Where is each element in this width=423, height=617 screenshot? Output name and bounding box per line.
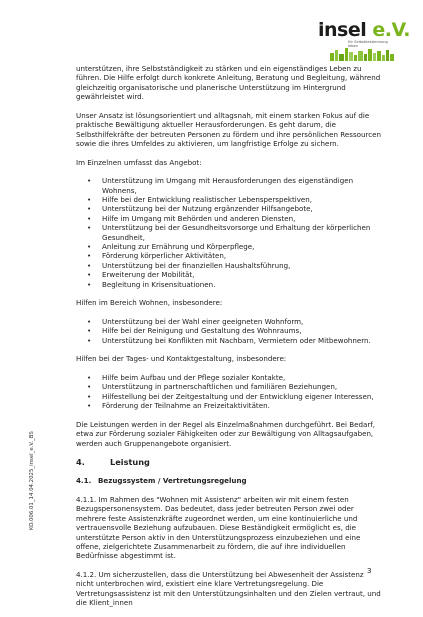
list-item: • Hilfestellung bei der Zeitgestaltung und der Entwicklung eigener Interessen, xyxy=(76,392,382,401)
list-item: • Unterstützung im Umgang mit Herausforderungen des eigenständigen Wohnens, xyxy=(76,176,382,195)
section-number: 4. xyxy=(76,457,85,468)
logo-tagline: für Selbstbestimmung leben xyxy=(348,40,388,49)
contact-list xyxy=(76,373,382,411)
approach-paragraph: Unser Ansatz ist lösungsorientiert und alltagsnah, mit einem starken Fokus auf die praktische Bewältigung aktueller Herausforderungen. Es geht darum, die Selbsthilfekräfte der betreuten Personen zu fördern und ihre persönlichen Ressourcen sowie die ihres Umfeldes zu aktivieren, um langfristige Erfolge zu sichern. xyxy=(76,110,382,149)
list-item: • Hilfe im Umgang mit Behörden und anderen Diensten, xyxy=(76,214,382,223)
list-item: • Unterstützung bei der Nutzung ergänzender Hilfsangebote, xyxy=(76,204,382,213)
insel-logo xyxy=(318,19,410,62)
section-heading-4 xyxy=(76,457,382,467)
list-item: • Hilfe bei der Reinigung und Gestaltung des Wohnraums, xyxy=(76,326,382,335)
list-item: • Erweiterung der Mobilität, xyxy=(76,270,382,279)
services-paragraph: Die Leistungen werden in der Regel als Einzelmaßnahmen durchgeführt. Bei Bedarf, etwa zur Förderung sozialer Fähigkeiten oder zur Bewältigung von Alltagsaufgaben, werden auch Gruppenangebote organisiert. xyxy=(76,419,375,448)
paragraph-4-1-1: 4.1.1. Im Rahmen des "Wohnen mit Assistenz" arbeiten wir mit einem festen Bezugspersonensystem. Das bedeutet, dass jeder betreuten Person zwei oder mehrere feste Assistenzkräfte zugeordnet werden, um eine kontinuierliche und vertrauensvolle Beziehung aufzubauen. Diese Beständigkeit ermöglicht es, die unterstützte Person aktiv in den Unterstützungsprozess einzubeziehen und eine offene, zielgerichtete Zusammenarbeit zu fördern, die auf ihre individuellen Bedürfnisse abgestimmt ist. xyxy=(76,494,361,561)
document-body xyxy=(76,64,382,617)
list-item: • Förderung der Teilnahme an Freizeitaktivitäten. xyxy=(76,401,382,410)
list-item: • Anleitung zur Ernährung und Körperpflege, xyxy=(76,242,382,251)
list-item: • Begleitung in Krisensituationen. xyxy=(76,280,382,289)
list-item: • Unterstützung bei der finanziellen Haushaltsführung, xyxy=(76,261,382,270)
list-item: • Unterstützung bei Konflikten mit Nachbarn, Vermietern oder Mitbewohnern. xyxy=(76,336,382,345)
subsection-number: 4.1. xyxy=(76,476,92,486)
subsection-heading-4-1 xyxy=(76,476,382,485)
intro-paragraph: unterstützen, ihre Selbstständigkeit zu stärken und ein eigenständiges Leben zu führen. Die Hilfe erfolgt durch konkrete Anleitung, Beratung und Begleitung, während gleichzeitig organisatorische und planerische Unterstützung im Hintergrund gewährleistet wird. xyxy=(76,64,381,102)
offer-list xyxy=(76,176,382,289)
list-item: • Förderung körperlicher Aktivitäten, xyxy=(76,251,382,260)
list-item: • Unterstützung in partnerschaftlichen und familiären Beziehungen, xyxy=(76,382,382,391)
contact-intro: Hilfen bei der Tages- und Kontaktgestaltung, insbesondere: xyxy=(76,354,287,364)
list-item: • Hilfe beim Aufbau und der Pflege sozialer Kontakte, xyxy=(76,373,382,382)
list-item: • Unterstützung bei der Gesundheitsvorsorge und Erhaltung der körperlichen Gesundheit, xyxy=(76,223,382,242)
section-title: Leistung xyxy=(110,457,150,468)
living-intro: Hilfen im Bereich Wohnen, insbesondere: xyxy=(76,298,223,308)
subsection-title: Bezugssystem / Vertretungsregelung xyxy=(98,476,247,486)
logo-wordmark: insel e.V. xyxy=(318,19,410,41)
list-item: • Unterstützung bei der Wahl einer geeigneten Wohnform, xyxy=(76,317,382,326)
list-item: • Hilfe bei der Entwicklung realistischer Lebensperspektiven, xyxy=(76,195,382,204)
skyline-icon xyxy=(328,45,398,61)
document-code: KO.006.01_14.04.2025_insel_e.V._BS xyxy=(29,431,35,530)
paragraph-4-1-2: 4.1.2. Um sicherzustellen, dass die Unterstützung bei Abwesenheit der Assistenz nicht unterbrochen wird, existiert eine klare Vertretungsregelung. Die Vertretungsassistenz ist mit den Unterstützungsinhalten und den Zielen vertraut, und die Klient_innen xyxy=(76,569,381,608)
living-list xyxy=(76,317,382,345)
page-number: 3 xyxy=(367,566,372,575)
offer-intro: Im Einzelnen umfasst das Angebot: xyxy=(76,157,202,167)
